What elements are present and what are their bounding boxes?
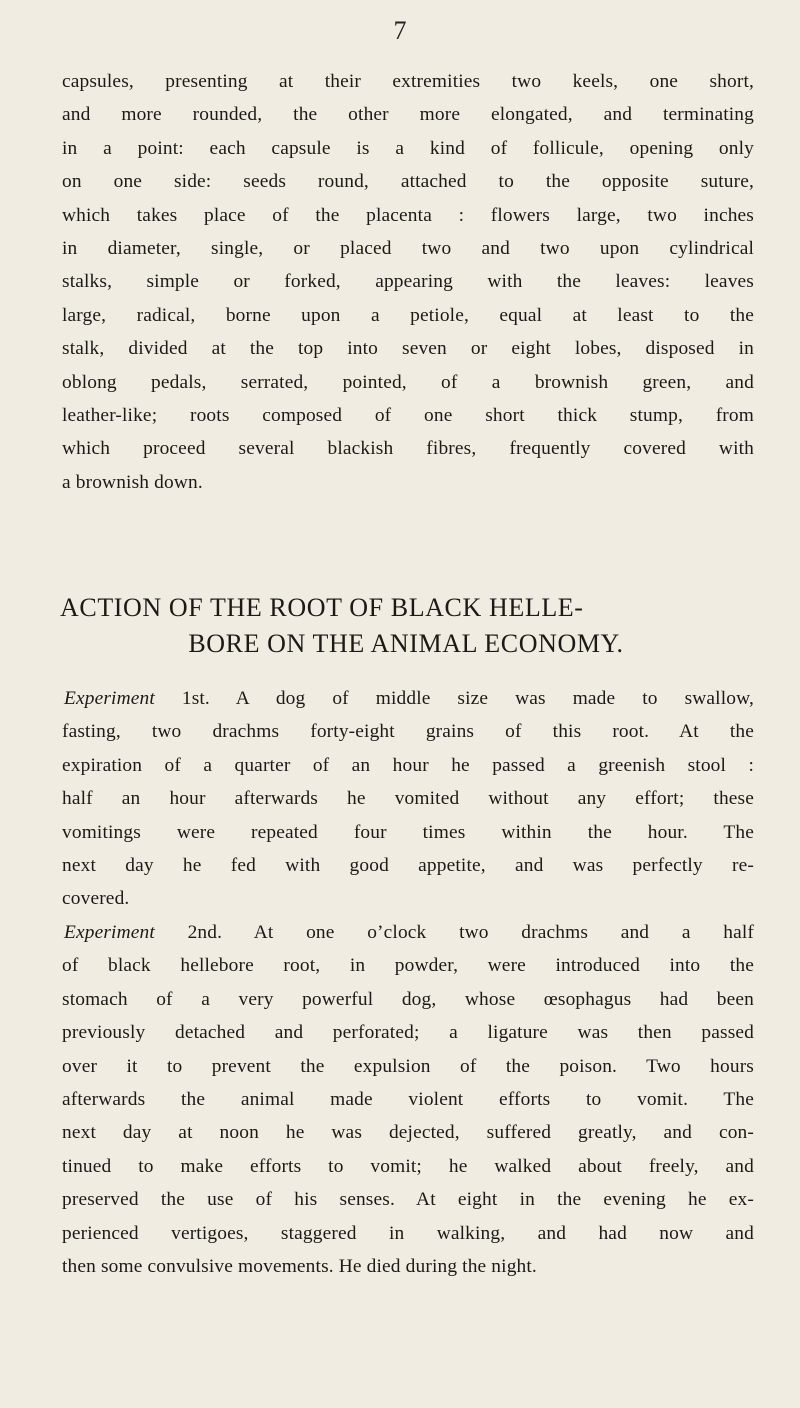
text-line: large, radical, borne upon a petiole, equal at least to the bbox=[62, 304, 754, 326]
text-line: which proceed several blackish fibres, frequently covered with bbox=[62, 438, 754, 460]
text-line: which takes place of the placenta : flowers large, two inches bbox=[62, 204, 754, 226]
text-line: fasting, two drachms forty-eight grains of this root. At the bbox=[62, 721, 754, 743]
text-line: tinued to make efforts to vomit; he walked about freely, and bbox=[62, 1155, 754, 1177]
heading-line: BORE ON THE ANIMAL ECONOMY. bbox=[188, 629, 624, 658]
text-line: stalks, simple or forked, appearing with the leaves: leaves bbox=[62, 271, 754, 293]
continuation-paragraph bbox=[62, 65, 754, 499]
text-line: a brownish down. bbox=[62, 471, 203, 493]
text-line: then some convulsive movements. He died during the night. bbox=[62, 1255, 537, 1277]
text-line bbox=[62, 682, 754, 715]
text-line: on one side: seeds round, attached to the opposite suture, bbox=[62, 171, 754, 193]
text-line: capsules, presenting at their extremities two keels, one short, bbox=[62, 71, 754, 92]
heading-line: ACTION OF THE ROOT OF BLACK HELLE- bbox=[60, 593, 584, 622]
text-line: oblong pedals, serrated, pointed, of a brownish green, and bbox=[62, 371, 754, 393]
experiment-label: Experiment bbox=[64, 688, 155, 709]
text-line: of black hellebore root, in powder, were introduced into the bbox=[62, 955, 754, 977]
text-line: stalk, divided at the top into seven or eight lobes, disposed in bbox=[62, 338, 754, 360]
text-line: leather-like; roots composed of one short thick stump, from bbox=[62, 404, 754, 426]
text-line: preserved the use of his senses. At eight in the evening he ex- bbox=[62, 1189, 754, 1211]
text-line: stomach of a very powerful dog, whose œsophagus had been bbox=[62, 988, 754, 1010]
text-line: previously detached and perforated; a ligature was then passed bbox=[62, 1022, 754, 1044]
text-line: and more rounded, the other more elongated, and terminating bbox=[62, 104, 754, 126]
text-line bbox=[62, 916, 754, 949]
text-line: in a point: each capsule is a kind of follicule, opening only bbox=[62, 137, 754, 159]
text-line: next day at noon he was dejected, suffered greatly, and con- bbox=[62, 1122, 754, 1144]
section-heading bbox=[60, 590, 752, 662]
experiment-intro: 1st. A dog of middle size was made to swallow, bbox=[154, 688, 754, 709]
text-line: afterwards the animal made violent efforts to vomit. The bbox=[62, 1088, 754, 1110]
text-line: half an hour afterwards he vomited without any effort; these bbox=[62, 788, 754, 810]
experiment-intro: 2nd. At one o’clock two drachms and a half bbox=[154, 922, 754, 943]
experiment-2-paragraph bbox=[62, 916, 754, 1283]
text-line: over it to prevent the expulsion of the poison. Two hours bbox=[62, 1055, 754, 1077]
text-line: perienced vertigoes, staggered in walking, and had now and bbox=[62, 1222, 754, 1244]
text-line: next day he fed with good appetite, and was perfectly re- bbox=[62, 854, 754, 876]
page-number: 7 bbox=[393, 16, 407, 45]
text-line: expiration of a quarter of an hour he passed a greenish stool : bbox=[62, 754, 754, 776]
text-line: covered. bbox=[62, 888, 130, 910]
text-line: in diameter, single, or placed two and two upon cylindrical bbox=[62, 237, 754, 259]
experiment-label: Experiment bbox=[64, 922, 155, 943]
experiment-1-paragraph bbox=[62, 682, 754, 916]
text-line: vomitings were repeated four times within the hour. The bbox=[62, 821, 754, 843]
